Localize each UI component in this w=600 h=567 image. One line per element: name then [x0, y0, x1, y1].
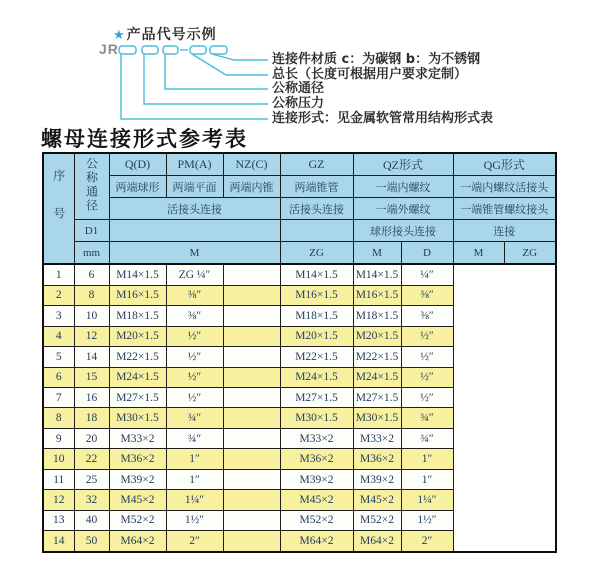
table-row	[43, 428, 556, 448]
cell-qg-m: M16×1.5	[353, 285, 401, 305]
cell-no: 7	[43, 388, 74, 408]
header-form-qd: 两端球形	[109, 176, 166, 198]
cell-qg-m: M36×2	[353, 449, 401, 469]
header-conn-ext-thread: 一端外螺纹	[353, 198, 453, 220]
cell-no: 12	[43, 490, 74, 510]
cell-qg-m: M39×2	[353, 469, 401, 489]
header-conn-union-gz: 活接头连接	[280, 198, 353, 220]
cell-qz-m	[223, 469, 280, 489]
header-unit-qz-d: D	[401, 242, 453, 265]
code-label-length: 总长（长度可根据用户要求定制）	[272, 67, 468, 82]
cell-m: M30×1.5	[109, 408, 166, 428]
lead-line-5	[121, 54, 268, 119]
cell-gz-zg: 2″	[166, 531, 223, 552]
cell-qg-zg: ¼″	[401, 264, 453, 285]
cell-no: 3	[43, 306, 74, 326]
cell-qz-m	[223, 510, 280, 530]
cell-m: M18×1.5	[109, 306, 166, 326]
cell-no: 14	[43, 531, 74, 552]
cell-qg-m: M20×1.5	[353, 326, 401, 346]
cell-qz-m	[223, 408, 280, 428]
cell-dn: 20	[74, 428, 109, 448]
header-conn-union: 活接头连接	[109, 198, 280, 220]
code-box-1	[119, 46, 136, 54]
cell-qg-zg: ¾″	[401, 428, 453, 448]
cell-m: M45×2	[109, 490, 166, 510]
cell-gz-zg: ¾″	[166, 428, 223, 448]
table-row	[43, 388, 556, 408]
header-d1: D1	[74, 220, 109, 242]
cell-no: 2	[43, 285, 74, 305]
cell-qg-m: M64×2	[353, 531, 401, 552]
header-form-nzc: 两端内锥	[223, 176, 280, 198]
cell-gz-zg: 1½″	[166, 510, 223, 530]
header-unit-qg-m: M	[453, 242, 504, 265]
cell-dn: 6	[74, 264, 109, 285]
header-form-pma: 两端平面	[166, 176, 223, 198]
cell-gz-zg: ZG ¼″	[166, 264, 223, 285]
cell-no: 5	[43, 347, 74, 367]
cell-qz-m	[223, 531, 280, 552]
cell-gz-zg: ½″	[166, 367, 223, 387]
cell-qz-d: M14×1.5	[280, 264, 353, 285]
cell-gz-zg: ¾″	[166, 408, 223, 428]
code-box-3	[163, 46, 178, 54]
cell-qz-d: M36×2	[280, 449, 353, 469]
header-group-nzc: NZ(C)	[223, 153, 280, 176]
header-unit-qz-m: M	[353, 242, 401, 265]
header-empty-left	[109, 220, 280, 242]
header-unit-qg-zg: ZG	[504, 242, 556, 265]
table-row	[43, 531, 556, 552]
code-label-material: 连接件材质 c：为碳钢 b：为不锈钢	[272, 52, 481, 67]
cell-qg-m: M30×1.5	[353, 408, 401, 428]
cell-gz-zg: ½″	[166, 347, 223, 367]
cell-qz-d: M27×1.5	[280, 388, 353, 408]
cell-qz-m	[223, 306, 280, 326]
cell-gz-zg: 1″	[166, 469, 223, 489]
nut-connection-table	[42, 152, 557, 553]
header-unit-mm: mm	[74, 242, 109, 265]
cell-no: 11	[43, 469, 74, 489]
table-row	[43, 510, 556, 530]
lead-line-3	[165, 54, 268, 89]
code-label-pressure: 公称压力	[272, 96, 325, 111]
cell-qg-m: M52×2	[353, 510, 401, 530]
table-row	[43, 264, 556, 285]
cell-qz-m	[223, 326, 280, 346]
header-unit-m: M	[109, 242, 280, 265]
cell-m: M14×1.5	[109, 264, 166, 285]
cell-gz-zg: ½″	[166, 326, 223, 346]
cell-qz-m	[223, 347, 280, 367]
cell-gz-zg: ⅜″	[166, 306, 223, 326]
cell-qg-m: M27×1.5	[353, 388, 401, 408]
code-prefix: JR	[99, 41, 119, 57]
cell-qz-m	[223, 449, 280, 469]
lead-line-4	[144, 54, 268, 104]
table-row	[43, 449, 556, 469]
cell-qg-zg: 1″	[401, 469, 453, 489]
cell-qz-d: M22×1.5	[280, 347, 353, 367]
cell-m: M22×1.5	[109, 347, 166, 367]
cell-dn: 18	[74, 408, 109, 428]
header-form-gz: 两端锥管	[280, 176, 353, 198]
cell-qz-d: M16×1.5	[280, 285, 353, 305]
table-body	[43, 264, 556, 552]
cell-no: 10	[43, 449, 74, 469]
cell-qz-d: M18×1.5	[280, 306, 353, 326]
header-form-qz: 一端内螺纹	[353, 176, 453, 198]
header-seq-label: 序号	[51, 168, 66, 245]
cell-qg-zg: ⅜″	[401, 285, 453, 305]
cell-dn: 14	[74, 347, 109, 367]
cell-dn: 12	[74, 326, 109, 346]
cell-qz-d: M24×1.5	[280, 367, 353, 387]
cell-qz-d: M64×2	[280, 531, 353, 552]
header-empty-gz	[280, 220, 353, 242]
table-header	[43, 153, 556, 264]
cell-dn: 22	[74, 449, 109, 469]
cell-no: 9	[43, 428, 74, 448]
code-label-connection: 连接形式：见金属软管常用结构形式表	[272, 111, 494, 126]
cell-qg-m: M33×2	[353, 428, 401, 448]
cell-qg-m: M45×2	[353, 490, 401, 510]
cell-no: 13	[43, 510, 74, 530]
cell-qg-zg: ½″	[401, 388, 453, 408]
cell-qg-m: M22×1.5	[353, 347, 401, 367]
cell-no: 8	[43, 408, 74, 428]
cell-m: M52×2	[109, 510, 166, 530]
cell-qz-d: M52×2	[280, 510, 353, 530]
table-row	[43, 285, 556, 305]
header-conn-taper-joint: 一端锥管螺纹接头	[453, 198, 556, 220]
cell-m: M20×1.5	[109, 326, 166, 346]
cell-m: M24×1.5	[109, 367, 166, 387]
code-label-diameter: 公称通径	[272, 81, 325, 96]
cell-qg-zg: ½″	[401, 347, 453, 367]
header-connect: 连接	[453, 220, 556, 242]
star-icon: ★	[113, 28, 126, 43]
cell-dn: 25	[74, 469, 109, 489]
cell-dn: 10	[74, 306, 109, 326]
table-row	[43, 306, 556, 326]
cell-qz-m	[223, 490, 280, 510]
cell-qg-m: M18×1.5	[353, 306, 401, 326]
table-title: 螺母连接形式参考表	[41, 126, 248, 151]
header-group-qg: QG形式	[453, 153, 556, 176]
code-box-2	[142, 46, 158, 54]
cell-qz-d: M33×2	[280, 428, 353, 448]
cell-qg-zg: ¾″	[401, 408, 453, 428]
cell-qz-m	[223, 428, 280, 448]
header-seq	[43, 153, 74, 264]
cell-gz-zg: 1″	[166, 449, 223, 469]
header-dn	[74, 153, 109, 220]
cell-dn: 16	[74, 388, 109, 408]
code-box-5	[210, 46, 227, 54]
table-row	[43, 408, 556, 428]
table-row	[43, 326, 556, 346]
table-row	[43, 347, 556, 367]
cell-dn: 15	[74, 367, 109, 387]
header-ball-joint: 球形接头连接	[353, 220, 453, 242]
cell-qz-d: M39×2	[280, 469, 353, 489]
cell-m: M39×2	[109, 469, 166, 489]
header-group-pma: PM(A)	[166, 153, 223, 176]
cell-qg-zg: 2″	[401, 531, 453, 552]
header-group-gz: GZ	[280, 153, 353, 176]
lead-line-1	[212, 54, 268, 60]
table-row	[43, 367, 556, 387]
cell-qg-zg: 1″	[401, 449, 453, 469]
header-dn-label: 公称通径	[84, 156, 99, 213]
cell-dn: 32	[74, 490, 109, 510]
header-group-qz: QZ形式	[353, 153, 453, 176]
cell-m: M16×1.5	[109, 285, 166, 305]
cell-qg-m: M14×1.5	[353, 264, 401, 285]
cell-m: M64×2	[109, 531, 166, 552]
cell-dn: 50	[74, 531, 109, 552]
cell-m: M36×2	[109, 449, 166, 469]
cell-gz-zg: 1¼″	[166, 490, 223, 510]
header-unit-zg: ZG	[280, 242, 353, 265]
header-group-qd: Q(D)	[109, 153, 166, 176]
cell-no: 4	[43, 326, 74, 346]
cell-qz-d: M20×1.5	[280, 326, 353, 346]
cell-qz-d: M45×2	[280, 490, 353, 510]
code-box-4	[190, 46, 206, 54]
cell-qz-m	[223, 388, 280, 408]
cell-m: M33×2	[109, 428, 166, 448]
lead-line-2	[192, 54, 268, 75]
cell-gz-zg: ½″	[166, 388, 223, 408]
cell-no: 6	[43, 367, 74, 387]
cell-no: 1	[43, 264, 74, 285]
table-row	[43, 490, 556, 510]
cell-qz-m	[223, 264, 280, 285]
cell-qz-d: M30×1.5	[280, 408, 353, 428]
cell-dn: 8	[74, 285, 109, 305]
cell-qg-zg: ½″	[401, 367, 453, 387]
cell-qz-m	[223, 285, 280, 305]
header-form-qg: 一端内螺纹活接头	[453, 176, 556, 198]
table-row	[43, 469, 556, 489]
cell-qg-zg: 1½″	[401, 510, 453, 530]
cell-qg-m: M24×1.5	[353, 367, 401, 387]
cell-gz-zg: ⅜″	[166, 285, 223, 305]
cell-qg-zg: ⅜″	[401, 306, 453, 326]
cell-dn: 40	[74, 510, 109, 530]
cell-qz-m	[223, 367, 280, 387]
cell-m: M27×1.5	[109, 388, 166, 408]
cell-qg-zg: 1¼″	[401, 490, 453, 510]
cell-qg-zg: ½″	[401, 326, 453, 346]
product-code-heading-text: 产品代号示例	[126, 27, 217, 43]
